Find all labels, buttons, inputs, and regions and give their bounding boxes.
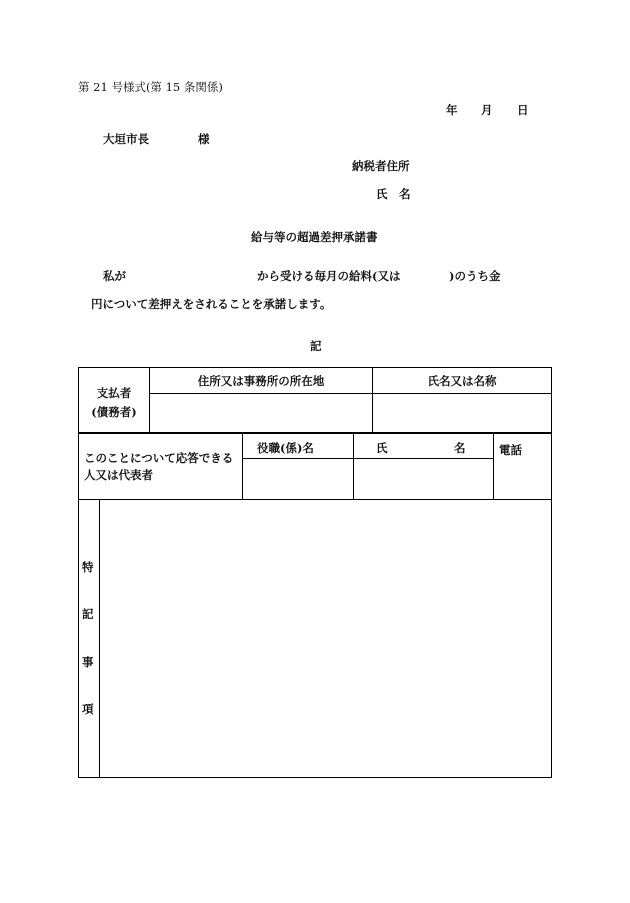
name-cell[interactable] (373, 394, 552, 433)
form-number: 第 21 号様式(第 15 条関係) (78, 80, 223, 94)
body-line1-b: から受ける毎月の給料(又は (257, 269, 401, 283)
date-year: 年 (446, 103, 458, 117)
address-header: 住所又は事務所の所在地 (150, 368, 373, 394)
remarks-char-2: 記 (82, 607, 94, 621)
taxpayer-name-label: 氏 名 (376, 187, 411, 201)
body-line1-c: )のうち金 (449, 269, 501, 283)
remarks-label-column (79, 500, 100, 777)
surname-label: 氏 (376, 441, 388, 455)
address-cell[interactable] (150, 394, 373, 433)
role-cell[interactable] (243, 459, 354, 500)
person-name-header (354, 434, 494, 459)
body-line1-a: 私が (103, 269, 126, 283)
addressee-honorific: 様 (198, 132, 210, 146)
payer-label: 支払者 (96, 385, 132, 400)
phone-header: 電話 (494, 434, 552, 500)
ki-heading: 記 (310, 339, 322, 353)
date-month: 月 (481, 103, 493, 117)
remarks-char-3: 事 (82, 655, 94, 669)
payer-label-cell (79, 368, 150, 433)
name-header: 氏名又は名称 (373, 368, 552, 394)
body-line2: 円について差押えをされることを承諾します。 (91, 297, 332, 311)
contact-label: このことについて応答できる人又は代表者 (79, 434, 243, 500)
remarks-box[interactable] (78, 500, 552, 778)
given-name-label: 名 (454, 441, 466, 455)
remarks-char-1: 特 (82, 560, 94, 574)
remarks-char-4: 項 (82, 702, 94, 716)
page-title: 給与等の超過差押承諾書 (251, 230, 378, 244)
date-day: 日 (517, 103, 529, 117)
taxpayer-address-label: 納税者住所 (352, 159, 410, 173)
contact-table (78, 433, 552, 500)
payer-table (78, 367, 552, 433)
addressee-name: 大垣市長 (103, 132, 149, 146)
debtor-label: (債務者) (91, 404, 137, 419)
person-name-cell[interactable] (354, 459, 494, 500)
role-header: 役職(係)名 (243, 434, 354, 459)
